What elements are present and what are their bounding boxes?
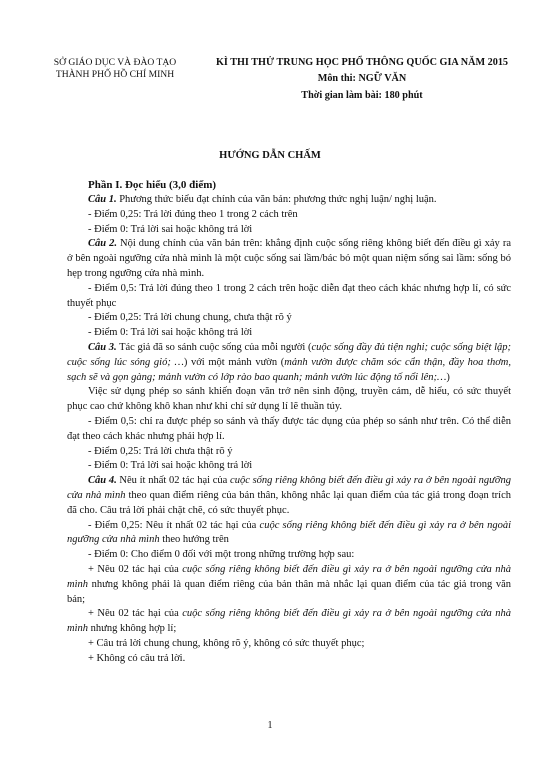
q3-text-a: Tác giả đã so sánh cuộc sống của mỗi người ( [116, 341, 312, 353]
document-body [67, 177, 511, 667]
q4-score1-italic: cuộc sống riêng không biết đến điều gì xảy ra ở bên ngoài ngưỡng cửa nhà mình [67, 519, 511, 546]
q4-case1-b: nhưng không phải là quan điểm riêng của bản thân mà nhắc lại quan điểm của tác giả trong văn bản; [67, 578, 511, 605]
org-line-1: SỞ GIÁO DỤC VÀ ĐÀO TẠO [53, 57, 177, 68]
part-1-heading: Phần I. Đọc hiểu (3,0 điểm) [88, 179, 217, 191]
q4-case2-b: nhưng không hợp lí; [88, 623, 177, 635]
exam-header [203, 57, 521, 102]
question-3-label: Câu 3. [88, 341, 117, 353]
q3-text-c: ) [446, 371, 450, 383]
q4-case2-a: + Nêu 02 tác hại của [88, 608, 183, 620]
q4-score-0: - Điểm 0: Cho điểm 0 đối với một trong những trường hợp sau: [88, 549, 355, 561]
exam-title: KÌ THI THỬ TRUNG HỌC PHỔ THÔNG QUỐC GIA NĂM 2015 [215, 57, 509, 68]
q2-score-0: - Điểm 0: Trả lời sai hoặc không trả lời [88, 327, 253, 339]
q4-score1-b: theo hướng trên [159, 534, 229, 546]
q2-score-0-5: - Điểm 0,5: Trả lời đúng theo 1 trong 2 cách trên hoặc diễn đạt theo cách khác nhưng hợp lí, có sức thuyết phục [67, 282, 511, 309]
q3-score-0-5: - Điểm 0,5: chỉ ra được phép so sánh và thấy được tác dụng của phép so sánh như trên. Có thể diễn đạt theo cách khác nhưng phải hợp lí. [67, 415, 511, 442]
q4-score-0-25 [67, 519, 511, 549]
question-1-label: Câu 1. [88, 194, 117, 205]
exam-subject: Môn thi: NGỮ VĂN [317, 73, 407, 84]
question-2-label: Câu 2. [88, 238, 117, 250]
q3-score-0-25: - Điểm 0,25: Trả lời chưa thật rõ ý [88, 445, 233, 457]
page-number: 1 [267, 720, 273, 731]
q4-italic-a: cuộc sống riêng không biết đến điều gì xảy ra ở bên ngoài ngưỡng cửa nhà mình [67, 475, 512, 501]
q3-score-0: - Điểm 0: Trả lời sai hoặc không trả lời [88, 460, 253, 472]
question-2 [67, 237, 511, 281]
q1-score-0-25: - Điểm 0,25: Trả lời đúng theo 1 trong 2 cách trên [88, 208, 298, 220]
q4-text-b: theo quan điểm riêng của bản thân, không nhắc lại quan điểm của tác giả trong đoạn trích đã cho. Câu trả lời phải chặt chẽ, có sức thuyết phục. [67, 489, 512, 516]
org-line-2: THÀNH PHỐ HỒ CHÍ MINH [55, 68, 175, 80]
q4-case1-a: + Nêu 02 tác hại của [88, 563, 183, 575]
q3-italic-b: mảnh vườn được chăm sóc cẩn thận, đầy hoa thơm, sạch sẽ và gọn gàng; mảnh vườn có lớp rào bao quanh; mảnh vườn lúc động tố nổi lên;… [67, 356, 511, 383]
question-1 [67, 193, 511, 208]
q4-score1-a: - Điểm 0,25: Nêu ít nhất 02 tác hại của [88, 519, 260, 531]
q3-italic-a: cuộc sống đầy đủ tiện nghi; cuộc sống biệt lập; cuộc sống lúc sóng gió; … [67, 341, 512, 368]
q2-score-0-25: - Điểm 0,25: Trả lời chung chung, chưa thật rõ ý [88, 312, 292, 324]
q3-text-b: ) với một mảnh vườn ( [183, 356, 285, 368]
document-title: HƯỚNG DẪN CHẤM [219, 150, 321, 161]
q1-score-0: - Điểm 0: Trả lời sai hoặc không trả lời [88, 223, 253, 235]
q4-case-1 [67, 563, 511, 607]
exam-duration: Thời gian làm bài: 180 phút [301, 90, 423, 101]
question-4 [67, 474, 511, 518]
question-2-text: Nội dung chính của văn bản trên: khẳng định cuộc sống riêng không biết đến điều gì xảy ra ở bên ngoài ngưỡng cửa nhà mình là một cuộc sống sai lầm/bác bỏ một quan niệm sống sai lầm: sống bó hẹp trong ngưỡng cửa nhà mình. [67, 238, 511, 279]
q4-text-a: Nêu ít nhất 02 tác hại của [116, 475, 231, 487]
q3-explanation: Việc sử dụng phép so sánh khiến đoạn văn trở nên sinh động, truyền cảm, dễ hiểu, có sức thuyết phục cao chứ không khô khan như khi chỉ sử dụng lí lẽ thuần túy. [67, 386, 511, 413]
question-4-label: Câu 4. [88, 475, 117, 487]
q4-case-4: + Không có câu trả lời. [88, 652, 186, 664]
q4-case2-italic: cuộc sống riêng không biết đến điều gì xảy ra ở bên ngoài ngưỡng cửa nhà mình [67, 608, 511, 635]
q4-case1-italic: cuộc sống riêng không biết đến điều gì xảy ra ở bên ngoài ngưỡng cửa nhà mình [67, 563, 511, 590]
q4-case-3: + Câu trả lời chung chung, không rõ ý, không có sức thuyết phục; [88, 637, 365, 649]
question-1-text: Phương thức biểu đạt chính của văn bản: phương thức nghị luận/ nghị luận. [116, 194, 437, 205]
issuing-organization [40, 57, 190, 80]
question-3 [67, 341, 511, 385]
q4-case-2 [67, 607, 511, 637]
